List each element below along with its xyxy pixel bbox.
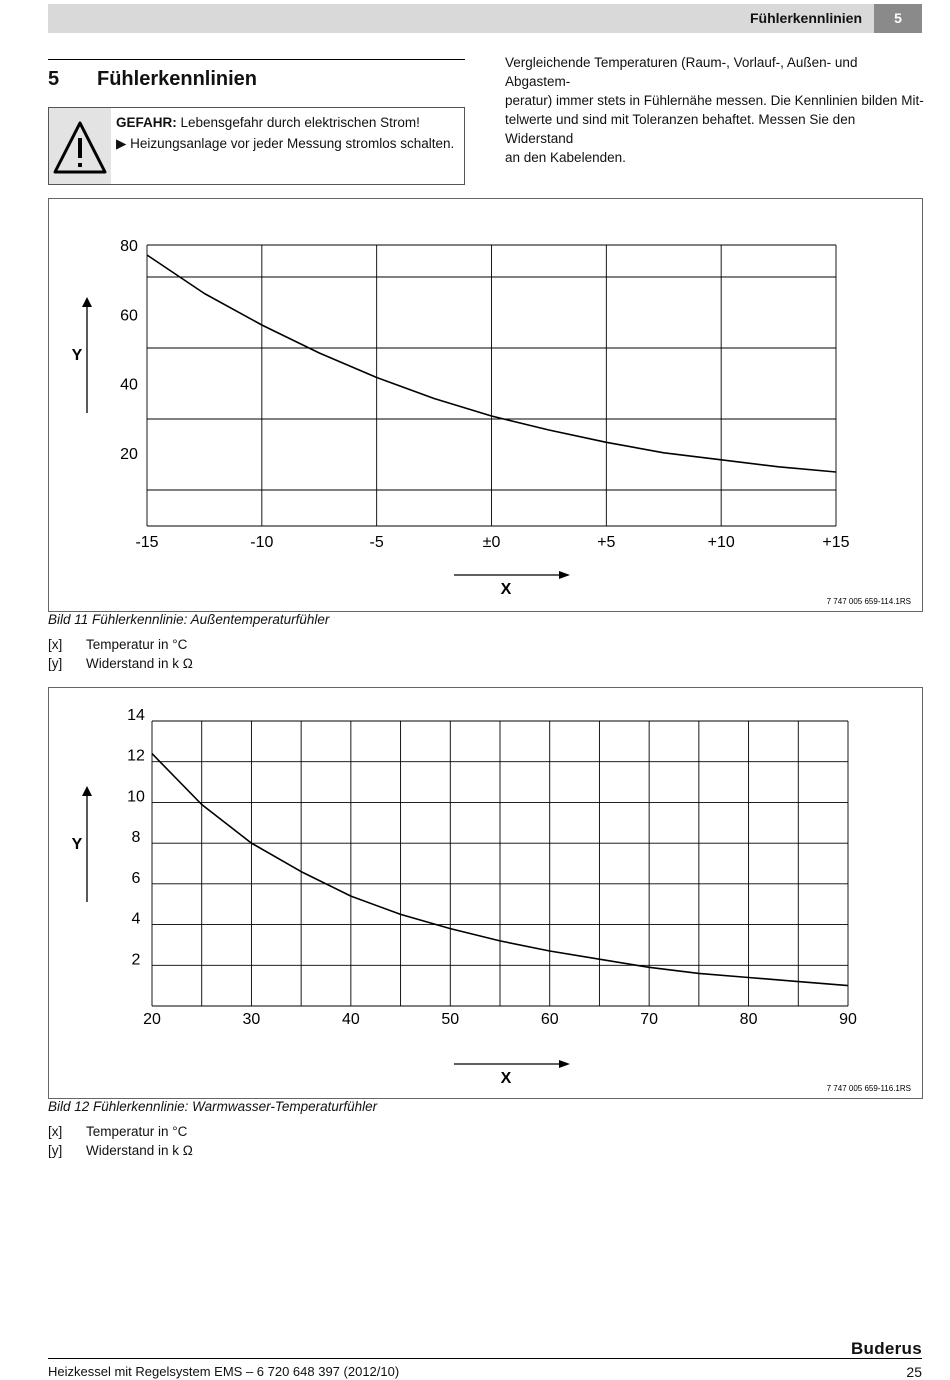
legend-key: [y]: [48, 1143, 63, 1158]
x-tick-label: 70: [640, 1011, 659, 1028]
legend-text: Widerstand in k Ω: [86, 656, 193, 671]
section-number: 5: [48, 68, 60, 90]
footer-rule: [48, 1358, 922, 1359]
intro-paragraph: [505, 53, 925, 167]
chart-2-caption: Bild 12 Fühlerkennlinie: Warmwasser-Temperaturfühler: [48, 1099, 378, 1114]
warning-instruction: ▶ Heizungsanlage vor jeder Messung stromlos schalten.: [116, 136, 455, 151]
chart-2-legend-y: [48, 1143, 193, 1158]
page-number: 25: [906, 1364, 922, 1380]
intro-line: telwerte und sind mit Toleranzen behaftet. Messen Sie den Widerstand: [505, 112, 856, 146]
warning-label: GEFAHR:: [116, 115, 177, 130]
x-tick-label: 90: [839, 1011, 857, 1028]
legend-text: Widerstand in k Ω: [86, 1143, 193, 1158]
y-axis-arrow-head: [82, 297, 92, 307]
warning-text: [116, 115, 420, 130]
y-tick-label: 8: [131, 829, 141, 847]
x-axis-label: X: [500, 581, 512, 598]
x-tick-label: ±0: [482, 534, 501, 551]
chart-1-legend-y: [48, 656, 193, 671]
x-tick-label: 20: [143, 1011, 161, 1028]
chart-1-legend-x: [48, 637, 187, 652]
intro-line: Vergleichende Temperaturen (Raum-, Vorlauf-, Außen- und Abgastem-: [505, 55, 858, 89]
x-tick-label: 80: [739, 1011, 758, 1028]
legend-text: Temperatur in °C: [86, 1124, 188, 1139]
header-title: Fühlerkennlinien: [749, 10, 862, 26]
x-tick-label: -10: [250, 534, 274, 551]
legend-text: Temperatur in °C: [86, 637, 188, 652]
x-tick-label: 30: [242, 1011, 261, 1028]
y-tick-label: 6: [131, 869, 141, 887]
x-axis-label: X: [500, 1070, 512, 1087]
legend-key: [y]: [48, 656, 63, 671]
y-tick-label: 2: [131, 951, 141, 969]
y-tick-label: 80: [120, 238, 138, 255]
chart-1-frame: [48, 198, 923, 612]
y-tick-label: 40: [120, 376, 138, 394]
y-tick-label: 14: [127, 707, 145, 724]
y-tick-label: 20: [120, 446, 138, 463]
x-axis-arrow-head: [559, 571, 570, 579]
x-tick-label: -5: [369, 534, 384, 551]
brand-logo: Buderus: [850, 1339, 922, 1358]
figure-code: 7 747 005 659-114.1RS: [826, 597, 911, 606]
warning-icon-panel: [49, 108, 111, 184]
x-tick-label: 60: [540, 1011, 559, 1028]
legend-key: [x]: [48, 637, 63, 652]
y-tick-label: 60: [120, 307, 138, 325]
x-tick-label: 40: [341, 1011, 360, 1028]
x-tick-label: +15: [822, 534, 850, 551]
chart-1-caption: Bild 11 Fühlerkennlinie: Außentemperaturfühler: [48, 612, 330, 627]
x-tick-label: 50: [441, 1011, 460, 1028]
section-title: Fühlerkennlinien: [97, 68, 258, 90]
x-axis-arrow-head: [559, 1060, 570, 1068]
chart-2-svg: [49, 688, 922, 1098]
footer-document-info: Heizkessel mit Regelsystem EMS – 6 720 648 397 (2012/10): [48, 1364, 400, 1379]
figure-code: 7 747 005 659-116.1RS: [826, 1084, 911, 1093]
y-axis-label: Y: [71, 836, 83, 853]
y-axis-label: Y: [71, 347, 83, 364]
warning-message: Lebensgefahr durch elektrischen Strom!: [180, 115, 420, 130]
x-tick-label: -15: [135, 534, 159, 551]
warning-triangle-icon: [49, 108, 111, 184]
header-section-number: 5: [874, 4, 922, 33]
x-tick-label: +10: [707, 534, 735, 551]
chart-1-svg: [49, 199, 922, 611]
chart-2-frame: [48, 687, 923, 1099]
intro-line: an den Kabelenden.: [505, 150, 626, 165]
y-tick-label: 12: [127, 747, 145, 765]
y-tick-label: 4: [131, 910, 141, 928]
section-rule: [48, 59, 465, 60]
y-axis-arrow-head: [82, 786, 92, 796]
y-tick-label: 10: [127, 788, 145, 806]
intro-line: peratur) immer stets in Fühlernähe messen. Die Kennlinien bilden Mit-: [505, 93, 924, 108]
legend-key: [x]: [48, 1124, 63, 1139]
x-tick-label: +5: [597, 534, 616, 551]
chart-2-legend-x: [48, 1124, 187, 1139]
